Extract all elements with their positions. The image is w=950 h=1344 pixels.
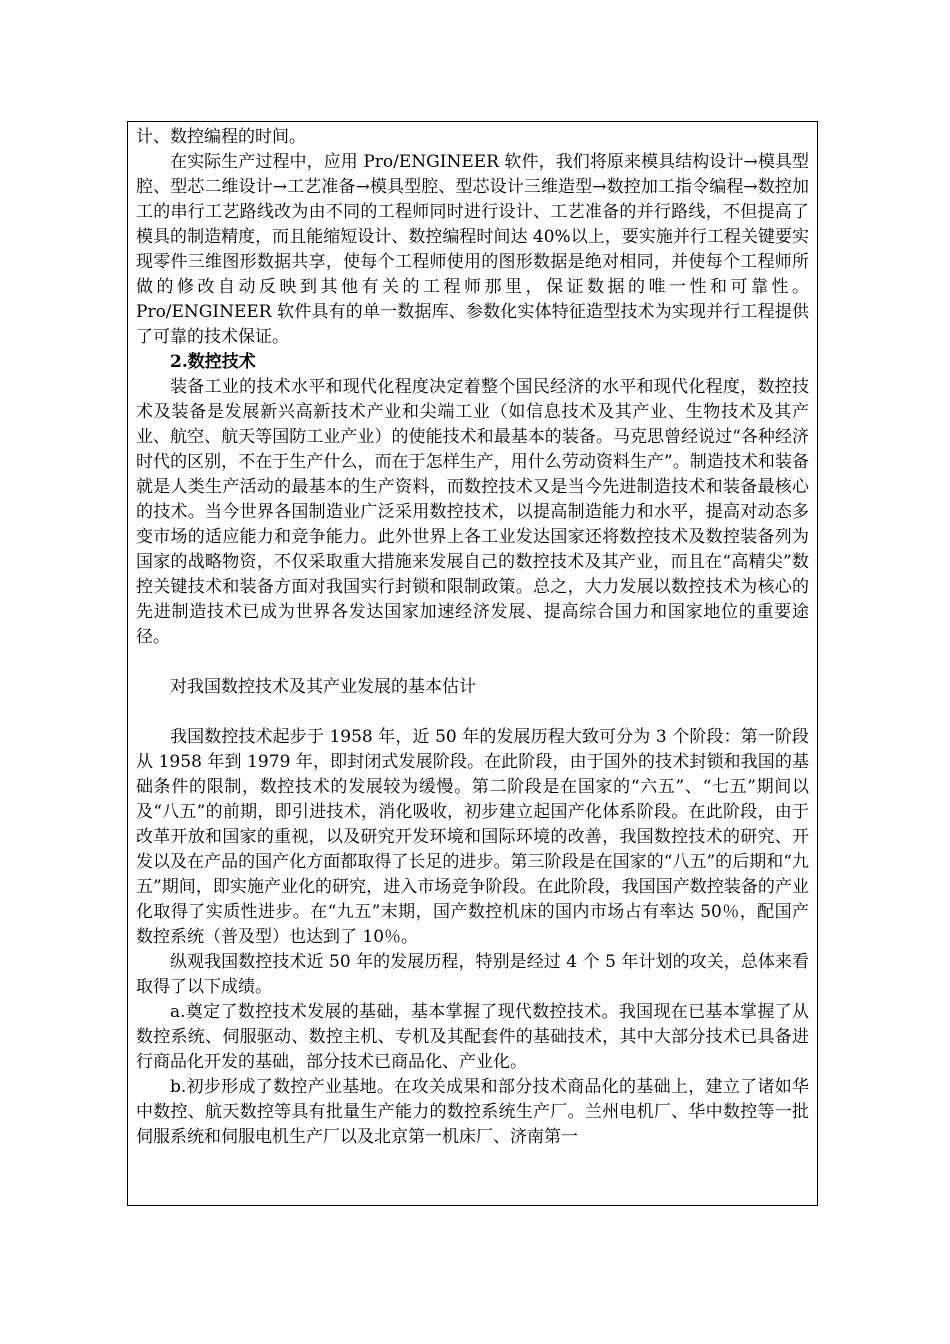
- subheading-basic-estimate: 对我国数控技术及其产业发展的基本估计: [170, 677, 476, 697]
- paragraph-equipment-industry: 装备工业的技术水平和现代化程度决定着整个国民经济的水平和现代化程度，数控技术及装备是发展新兴高新技术产业和尖端工业（如信息技术及其产业、生物技术及其产业、航空、航天等国防工业产业）的使能技术和最基本的装备。马克思曾经说过“各种经济时代的区别，不在于生产什么，而在于怎样生产，用什么劳动资料生产”。制造技术和装备就是人类生产活动的最基本的生产资料，而数控技术又是当今先进制造技术和装备最核心的技术。当今世界各国制造业广泛采用数控技术，以提高制造能力和水平，提高对动态多变市场的适应能力和竞争能力。此外世界上各工业发达国家还将数控技术及数控装备列为国家的战略物资，不仅采取重大措施来发展自己的数控技术及其产业，而且在“高精尖”数控关键技术和装备方面对我国实行封锁和限制政策。总之，大力发展以数控技术为核心的先进制造技术已成为世界各发达国家加速经济发展、提高综合国力和国家地位的重要途径。: [136, 377, 809, 647]
- paragraph-overview: 纵观我国数控技术近 50 年的发展历程，特别是经过 4 个 5 年计划的攻关，总体来看取得了以下成绩。: [136, 952, 809, 997]
- paragraph-achievement-b: b.初步形成了数控产业基地。在攻关成果和部分技术商品化的基础上，建立了诸如华中数控、航天数控等具有批量生产能力的数控系统生产厂。兰州电机厂、华中数控等一批伺服系统和伺服电机生产厂以及北京第一机床厂、济南第一: [136, 1077, 809, 1147]
- section-heading-nc-technology: 2.数控技术: [170, 352, 256, 372]
- paragraph-pro-engineer: 在实际生产过程中，应用 Pro/ENGINEER 软件，我们将原来模具结构设计→模具型腔、型芯二维设计→工艺准备→模具型腔、型芯设计三维造型→数控加工指令编程→数控加工的串行工艺路线改为由不同的工程师同时进行设计、工艺准备的并行路线，不但提高了模具的制造精度，而且能缩短设计、数控编程时间达 40%以上，要实施并行工程关键要实现零件三维图形数据共享，使每个工程师使用的图形数据是绝对相同，并使每个工程师所做的修改自动反映到其他有关的工程师那里，保证数据的唯一性和可靠性。Pro/ENGINEER 软件具有的单一数据库、参数化实体特征造型技术为实现并行工程提供了可靠的技术保证。: [136, 152, 809, 347]
- document-frame: [127, 121, 818, 1206]
- spacer: [136, 700, 809, 725]
- paragraph-development-stages: 我国数控技术起步于 1958 年，近 50 年的发展历程大致可分为 3 个阶段：第一阶段从 1958 年到 1979 年，即封闭式发展阶段。在此阶段，由于国外的技术封锁和我国的基础条件的限制，数控技术的发展较为缓慢。第二阶段是在国家的“六五”、“七五”期间以及“八五”的前期，即引进技术，消化吸收，初步建立起国产化体系阶段。在此阶段，由于改革开放和国家的重视，以及研究开发环境和国际环境的改善，我国数控技术的研究、开发以及在产品的国产化方面都取得了长足的进步。第三阶段是在国家的“八五”的后期和“九五”期间，即实施产业化的研究，进入市场竞争阶段。在此阶段，我国国产数控装备的产业化取得了实质性进步。在“九五”末期，国产数控机床的国内市场占有率达 50％，配国产数控系统（普及型）也达到了 10％。: [136, 727, 809, 947]
- paragraph-continuation: 计、数控编程的时间。: [136, 127, 306, 147]
- paragraph-achievement-a: a.奠定了数控技术发展的基础，基本掌握了现代数控技术。我国现在已基本掌握了从数控系统、伺服驱动、数控主机、专机及其配套件的基础技术，其中大部分技术已具备进行商品化开发的基础，部分技术已商品化、产业化。: [136, 1002, 809, 1072]
- spacer: [136, 650, 809, 675]
